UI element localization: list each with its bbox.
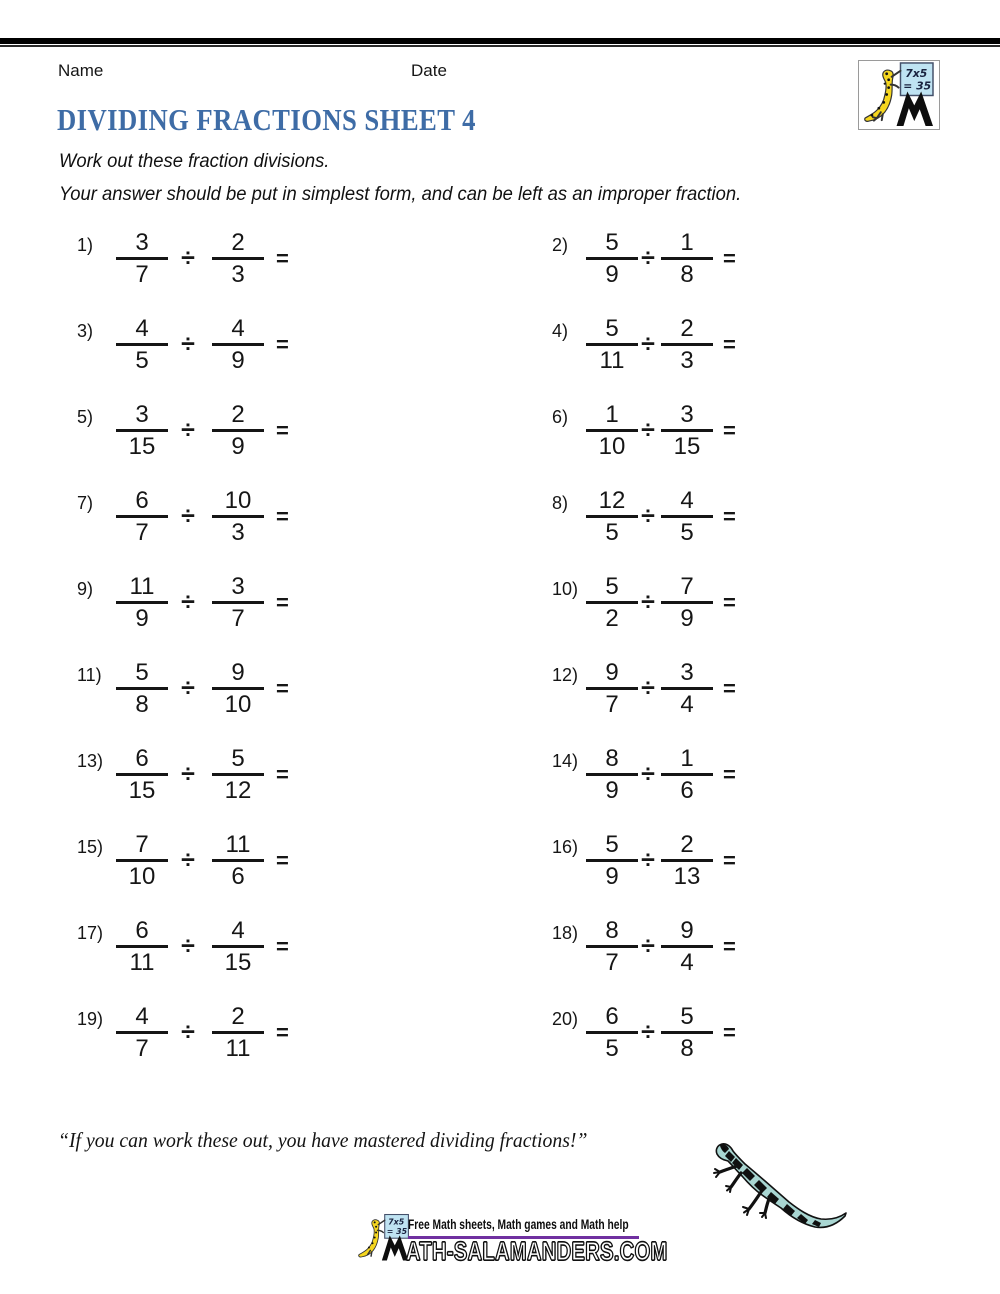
divisor-fraction xyxy=(661,315,713,375)
equals-sign: = xyxy=(276,590,289,615)
equals-sign: = xyxy=(723,504,736,529)
divisor-denominator: 9 xyxy=(231,432,245,460)
divisor-denominator: 6 xyxy=(231,862,245,890)
dividend-numerator: 5 xyxy=(135,659,149,686)
divisor-denominator: 7 xyxy=(231,604,245,632)
page-title: DIVIDING FRACTIONS SHEET 4 xyxy=(57,102,476,137)
site-wordmark: ATH-SALAMANDERS.COM xyxy=(406,1236,668,1266)
divisor-fraction xyxy=(212,745,264,805)
problem-row xyxy=(535,913,845,979)
divide-sign: ÷ xyxy=(181,760,195,788)
equals-sign: = xyxy=(723,332,736,357)
problem-number: 16) xyxy=(552,837,579,857)
divisor-fraction xyxy=(661,229,713,289)
divisor-numerator: 2 xyxy=(231,229,245,256)
problem-row xyxy=(535,483,845,549)
divide-sign: ÷ xyxy=(181,416,195,444)
divisor-denominator: 4 xyxy=(680,690,694,718)
divisor-denominator: 13 xyxy=(673,862,701,890)
footer-board-text-line1: 7x5 xyxy=(388,1217,405,1227)
dividend-denominator: 11 xyxy=(129,948,155,976)
divide-sign: ÷ xyxy=(181,330,195,358)
divide-sign: ÷ xyxy=(641,588,655,616)
equals-sign: = xyxy=(276,762,289,787)
divisor-numerator: 5 xyxy=(231,745,245,772)
equals-sign: = xyxy=(276,676,289,701)
problem-number: 9) xyxy=(77,579,94,599)
dividend-fraction xyxy=(586,659,638,719)
problem-number: 4) xyxy=(552,321,569,341)
dividend-numerator: 3 xyxy=(135,401,149,428)
dividend-denominator: 7 xyxy=(605,690,619,718)
divisor-fraction xyxy=(212,573,264,633)
dividend-numerator: 11 xyxy=(129,573,155,600)
divisor-numerator: 3 xyxy=(231,573,245,600)
logo-board-text-line2: = 35 xyxy=(903,79,932,93)
dividend-fraction xyxy=(116,917,168,977)
dividend-denominator: 11 xyxy=(599,346,625,374)
dividend-fraction xyxy=(116,573,168,633)
divisor-denominator: 15 xyxy=(224,948,252,976)
top-divider-rule xyxy=(0,38,1000,47)
divisor-denominator: 3 xyxy=(680,346,694,374)
divisor-denominator: 3 xyxy=(231,518,245,546)
divisor-numerator: 10 xyxy=(224,487,252,514)
problem-number: 10) xyxy=(552,579,579,599)
divisor-denominator: 8 xyxy=(680,1034,694,1062)
divisor-fraction xyxy=(212,487,264,547)
dividend-denominator: 5 xyxy=(135,346,149,374)
dividend-denominator: 5 xyxy=(605,1034,619,1062)
divide-sign: ÷ xyxy=(181,502,195,530)
dividend-fraction xyxy=(586,229,638,289)
dividend-fraction xyxy=(586,917,638,977)
logo-m-easel xyxy=(897,92,933,126)
problem-row xyxy=(60,311,370,377)
dividend-numerator: 5 xyxy=(605,315,619,342)
divisor-denominator: 15 xyxy=(673,432,701,460)
divisor-numerator: 9 xyxy=(231,659,245,686)
top-rule-thin-line xyxy=(0,45,1000,47)
dividend-denominator: 9 xyxy=(605,776,619,804)
problem-number: 6) xyxy=(552,407,569,427)
problem-number: 20) xyxy=(552,1009,579,1029)
equals-sign: = xyxy=(723,848,736,873)
equals-sign: = xyxy=(276,848,289,873)
divide-sign: ÷ xyxy=(641,244,655,272)
equals-sign: = xyxy=(276,1020,289,1045)
divisor-denominator: 9 xyxy=(680,604,694,632)
dividend-fraction xyxy=(586,573,638,633)
dividend-numerator: 5 xyxy=(605,229,619,256)
dividend-fraction xyxy=(116,401,168,461)
divide-sign: ÷ xyxy=(181,588,195,616)
problem-row xyxy=(60,397,370,463)
dividend-numerator: 6 xyxy=(135,917,149,944)
logo-board-text-line1: 7x5 xyxy=(905,66,928,80)
equals-sign: = xyxy=(723,676,736,701)
dividend-fraction xyxy=(586,1003,638,1063)
divide-sign: ÷ xyxy=(181,1018,195,1046)
problem-row xyxy=(60,913,370,979)
dividend-denominator: 7 xyxy=(135,518,149,546)
problem-row xyxy=(60,569,370,635)
problem-row xyxy=(535,741,845,807)
problem-number: 5) xyxy=(77,407,94,427)
dividend-denominator: 9 xyxy=(135,604,149,632)
wordmark-m-icon xyxy=(382,1235,409,1260)
problem-number: 17) xyxy=(77,923,104,943)
problem-number: 15) xyxy=(77,837,104,857)
instruction-line-2: Your answer should be put in simplest form, and can be left as an improper fraction. xyxy=(59,184,742,205)
divisor-numerator: 5 xyxy=(680,1003,694,1030)
divisor-numerator: 2 xyxy=(680,315,694,342)
dividend-denominator: 7 xyxy=(135,1034,149,1062)
divisor-fraction xyxy=(212,1003,264,1063)
dividend-denominator: 9 xyxy=(605,862,619,890)
equals-sign: = xyxy=(723,762,736,787)
salamander-chalkboard-icon xyxy=(860,61,939,128)
divisor-numerator: 1 xyxy=(680,745,694,772)
dividend-fraction xyxy=(116,659,168,719)
equals-sign: = xyxy=(276,332,289,357)
problem-number: 13) xyxy=(77,751,104,771)
dividend-denominator: 8 xyxy=(135,690,149,718)
problem-number: 12) xyxy=(552,665,579,685)
dividend-fraction xyxy=(116,1003,168,1063)
divisor-fraction xyxy=(661,659,713,719)
problem-row xyxy=(535,827,845,893)
equals-sign: = xyxy=(276,504,289,529)
divisor-denominator: 3 xyxy=(231,260,245,288)
problem-number: 14) xyxy=(552,751,579,771)
dividend-fraction xyxy=(586,401,638,461)
problem-row xyxy=(60,225,370,291)
equals-sign: = xyxy=(723,246,736,271)
footer-tagline: Free Math sheets, Math games and Math help xyxy=(408,1217,629,1232)
problem-row xyxy=(60,999,370,1065)
dividend-denominator: 7 xyxy=(135,260,149,288)
divisor-numerator: 3 xyxy=(680,659,694,686)
dividend-numerator: 6 xyxy=(135,745,149,772)
problem-row xyxy=(535,569,845,635)
footer-board-text-line2: = 35 xyxy=(386,1226,408,1236)
divisor-fraction xyxy=(661,1003,713,1063)
divisor-numerator: 2 xyxy=(680,831,694,858)
dividend-fraction xyxy=(116,831,168,891)
dividend-denominator: 15 xyxy=(128,776,156,804)
divisor-fraction xyxy=(212,659,264,719)
divisor-fraction xyxy=(212,401,264,461)
problem-number: 18) xyxy=(552,923,579,943)
dividend-numerator: 9 xyxy=(605,659,619,686)
dividend-numerator: 6 xyxy=(605,1003,619,1030)
problem-number: 3) xyxy=(77,321,94,341)
dividend-denominator: 2 xyxy=(605,604,619,632)
divisor-denominator: 11 xyxy=(225,1034,251,1062)
divide-sign: ÷ xyxy=(181,674,195,702)
problem-number: 11) xyxy=(77,665,102,685)
divisor-numerator: 9 xyxy=(680,917,694,944)
divisor-denominator: 12 xyxy=(224,776,252,804)
divisor-numerator: 4 xyxy=(231,917,245,944)
divisor-fraction xyxy=(212,917,264,977)
divide-sign: ÷ xyxy=(181,932,195,960)
dividend-numerator: 4 xyxy=(135,1003,149,1030)
divide-sign: ÷ xyxy=(641,846,655,874)
dividend-fraction xyxy=(116,487,168,547)
divisor-denominator: 10 xyxy=(224,690,252,718)
problem-number: 7) xyxy=(77,493,94,513)
dividend-denominator: 7 xyxy=(605,948,619,976)
dividend-numerator: 8 xyxy=(605,917,619,944)
problem-row xyxy=(535,225,845,291)
equals-sign: = xyxy=(723,934,736,959)
dividend-numerator: 12 xyxy=(598,487,626,514)
dividend-denominator: 9 xyxy=(605,260,619,288)
dividend-denominator: 15 xyxy=(128,432,156,460)
divisor-fraction xyxy=(212,315,264,375)
dividend-fraction xyxy=(586,487,638,547)
dividend-fraction xyxy=(116,229,168,289)
divisor-fraction xyxy=(212,831,264,891)
problem-number: 1) xyxy=(77,235,94,255)
divisor-numerator: 11 xyxy=(225,831,251,858)
dividend-fraction xyxy=(586,315,638,375)
divide-sign: ÷ xyxy=(641,932,655,960)
dividend-numerator: 6 xyxy=(135,487,149,514)
footer-salamander-chalkboard-icon xyxy=(356,1213,412,1262)
divisor-numerator: 7 xyxy=(680,573,694,600)
dividend-numerator: 4 xyxy=(135,315,149,342)
divisor-numerator: 1 xyxy=(680,229,694,256)
name-field-label: Name xyxy=(58,61,104,80)
divide-sign: ÷ xyxy=(641,330,655,358)
divide-sign: ÷ xyxy=(641,674,655,702)
problem-row xyxy=(535,655,845,721)
divide-sign: ÷ xyxy=(641,1018,655,1046)
equals-sign: = xyxy=(723,1020,736,1045)
divisor-denominator: 8 xyxy=(680,260,694,288)
divide-sign: ÷ xyxy=(641,502,655,530)
dividend-fraction xyxy=(116,315,168,375)
equals-sign: = xyxy=(276,246,289,271)
equals-sign: = xyxy=(723,418,736,443)
striped-salamander-illustration xyxy=(703,1132,853,1232)
problem-row xyxy=(535,397,845,463)
divisor-denominator: 5 xyxy=(680,518,694,546)
dividend-denominator: 10 xyxy=(128,862,156,890)
divisor-fraction xyxy=(661,831,713,891)
divisor-fraction xyxy=(661,401,713,461)
dividend-denominator: 10 xyxy=(598,432,626,460)
date-field-label: Date xyxy=(411,61,447,80)
divisor-fraction xyxy=(661,573,713,633)
problem-row xyxy=(535,311,845,377)
dividend-numerator: 1 xyxy=(605,401,619,428)
divisor-fraction xyxy=(661,745,713,805)
divisor-denominator: 4 xyxy=(680,948,694,976)
divisor-fraction xyxy=(212,229,264,289)
dividend-fraction xyxy=(586,745,638,805)
divide-sign: ÷ xyxy=(181,244,195,272)
problem-row xyxy=(60,741,370,807)
dividend-fraction xyxy=(586,831,638,891)
dividend-numerator: 3 xyxy=(135,229,149,256)
divisor-numerator: 3 xyxy=(680,401,694,428)
dividend-denominator: 5 xyxy=(605,518,619,546)
problem-row xyxy=(60,483,370,549)
dividend-numerator: 5 xyxy=(605,573,619,600)
problem-row xyxy=(535,999,845,1065)
divisor-numerator: 4 xyxy=(680,487,694,514)
divisor-denominator: 6 xyxy=(680,776,694,804)
divisor-numerator: 2 xyxy=(231,401,245,428)
divisor-fraction xyxy=(661,487,713,547)
math-salamanders-logo xyxy=(858,60,940,130)
problem-number: 8) xyxy=(552,493,569,513)
divisor-numerator: 2 xyxy=(231,1003,245,1030)
closing-quote: “If you can work these out, you have mastered dividing fractions!” xyxy=(58,1128,588,1152)
dividend-numerator: 5 xyxy=(605,831,619,858)
problem-number: 19) xyxy=(77,1009,104,1029)
problem-number: 2) xyxy=(552,235,569,255)
problem-row xyxy=(60,655,370,721)
equals-sign: = xyxy=(723,590,736,615)
divide-sign: ÷ xyxy=(641,760,655,788)
dividend-numerator: 7 xyxy=(135,831,149,858)
divide-sign: ÷ xyxy=(641,416,655,444)
dividend-fraction xyxy=(116,745,168,805)
divisor-numerator: 4 xyxy=(231,315,245,342)
divide-sign: ÷ xyxy=(181,846,195,874)
problem-row xyxy=(60,827,370,893)
divisor-denominator: 9 xyxy=(231,346,245,374)
instruction-line-1: Work out these fraction divisions. xyxy=(59,151,330,172)
equals-sign: = xyxy=(276,934,289,959)
dividend-numerator: 8 xyxy=(605,745,619,772)
equals-sign: = xyxy=(276,418,289,443)
divisor-fraction xyxy=(661,917,713,977)
